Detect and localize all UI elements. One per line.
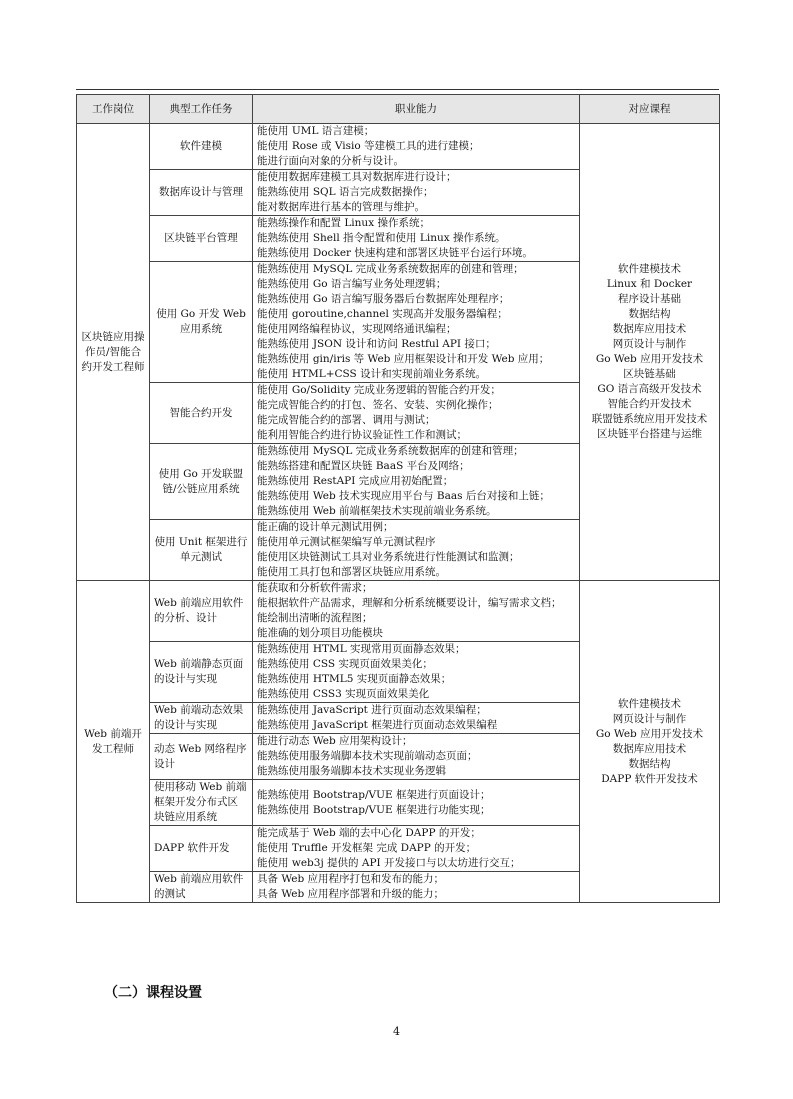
page-number: 4 bbox=[393, 1025, 400, 1038]
task-cell: Web 前端动态效果的设计与实现 bbox=[150, 703, 253, 734]
position-blockchain: 区块链应用操作员/智能合约开发工程师 bbox=[77, 124, 150, 581]
ability-cell bbox=[253, 124, 580, 170]
ability-item: 能熟练使用 MySQL 完成业务系统数据库的创建和管理； bbox=[257, 263, 524, 275]
ability-cell bbox=[253, 826, 580, 872]
task-cell: DAPP 软件开发 bbox=[150, 826, 253, 872]
ability-item: 能使用 Go/Solidity 完成业务逻辑的智能合约开发； bbox=[257, 384, 501, 396]
course-item: 程序设计基础 bbox=[618, 293, 681, 305]
ability-item: 能熟练使用 HTML 实现常用页面静态效果； bbox=[257, 643, 466, 655]
task-cell: 智能合约开发 bbox=[150, 383, 253, 444]
course-item: GO 语言高级开发技术 bbox=[597, 383, 702, 395]
task-cell: 使用移动 Web 前端框架开发分布式区块链应用系统 bbox=[150, 780, 253, 826]
ability-cell bbox=[253, 872, 580, 903]
ability-item: 能使用 UML 语言建模； bbox=[257, 125, 375, 137]
ability-item: 能熟练使用 JSON 设计和访问 Restful API 接口； bbox=[257, 338, 496, 350]
task-cell: 区块链平台管理 bbox=[150, 216, 253, 262]
section-heading: （二）课程设置 bbox=[104, 985, 202, 1001]
header-rule bbox=[76, 89, 719, 90]
ability-item: 能熟练使用 HTML5 实现页面静态效果； bbox=[257, 673, 452, 685]
task-cell: 软件建模 bbox=[150, 124, 253, 170]
ability-item: 能熟练使用 Web 前端框架技术实现前端业务系统。 bbox=[257, 505, 497, 517]
ability-item: 能进行面向对象的分析与设计。 bbox=[257, 155, 404, 167]
ability-item: 能熟练操作和配置 Linux 操作系统； bbox=[257, 217, 430, 229]
ability-item: 能完成智能合约的打包、签名、安装、实例化操作； bbox=[257, 399, 499, 411]
course-item: Go Web 应用开发技术 bbox=[595, 727, 704, 740]
ability-item: 能绘制出清晰的流程图； bbox=[257, 612, 373, 624]
ability-item: 能使用单元测试框架编写单元测试程序 bbox=[257, 536, 436, 548]
course-item: 数据结构 bbox=[628, 308, 671, 320]
course-item: 联盟链系统应用开发技术 bbox=[591, 413, 708, 425]
ability-item: 能获取和分析软件需求； bbox=[257, 582, 373, 594]
course-item: 数据结构 bbox=[628, 757, 671, 770]
task-cell: 动态 Web 网络程序设计 bbox=[150, 734, 253, 780]
table-row bbox=[77, 124, 720, 170]
ability-item: 能熟练使用 Docker 快速构建和部署区块链平台运行环境。 bbox=[257, 247, 533, 259]
ability-cell bbox=[253, 383, 580, 444]
course-item: 区块链基础 bbox=[623, 368, 676, 380]
ability-item: 能熟练使用服务端脚本技术实现业务逻辑 bbox=[257, 765, 446, 777]
ability-item: 能熟练使用 gin/iris 等 Web 应用框架设计和开发 Web 应用； bbox=[257, 353, 550, 365]
ability-item: 能熟练使用 SQL 语言完成数据操作； bbox=[257, 186, 434, 198]
ability-cell bbox=[253, 170, 580, 216]
ability-item: 能熟练使用 RestAPI 完成应用初始配置； bbox=[257, 475, 454, 487]
ability-item: 能使用 web3j 提供的 API 开发接口与以太坊进行交互； bbox=[257, 857, 521, 869]
ability-item: 能熟练使用 Go 语言编写业务处理逻辑； bbox=[257, 278, 447, 290]
course-list-blockchain bbox=[580, 124, 720, 581]
ability-item: 具备 Web 应用程序打包和发布的能力； bbox=[257, 873, 445, 885]
ability-item: 能熟练搭建和配置区块链 BaaS 平台及网络； bbox=[257, 460, 470, 472]
ability-item: 能正确的设计单元测试用例； bbox=[257, 521, 394, 533]
ability-cell bbox=[253, 581, 580, 642]
ability-item: 具备 Web 应用程序部署和升级的能力； bbox=[257, 888, 445, 900]
ability-item: 能准确的划分项目功能模块 bbox=[257, 627, 383, 639]
course-item: 区块链平台搭建与运维 bbox=[597, 428, 702, 440]
task-cell: 使用 Go 开发 Web 应用系统 bbox=[150, 262, 253, 383]
ability-item: 能使用 Truffle 开发框架 完成 DAPP 的开发； bbox=[257, 842, 477, 854]
course-list-web bbox=[580, 581, 720, 903]
position-web-frontend: Web 前端开发工程师 bbox=[77, 581, 150, 903]
header-task: 典型工作任务 bbox=[150, 95, 253, 124]
ability-item: 能熟练使用 MySQL 完成业务系统数据库的创建和管理； bbox=[257, 445, 524, 457]
ability-cell bbox=[253, 262, 580, 383]
table-header-row bbox=[77, 95, 720, 124]
ability-item: 能熟练使用服务端脚本技术实现前端动态页面； bbox=[257, 750, 478, 762]
task-cell: Web 前端应用软件的分析、设计 bbox=[150, 581, 253, 642]
ability-cell bbox=[253, 734, 580, 780]
ability-item: 能熟练使用 JavaScript 框架进行页面动态效果编程 bbox=[257, 719, 498, 731]
task-cell: 使用 Unit 框架进行单元测试 bbox=[150, 520, 253, 581]
header-ability: 职业能力 bbox=[253, 95, 580, 124]
ability-item: 能使用数据库建模工具对数据库进行设计； bbox=[257, 171, 457, 183]
ability-item: 能熟练使用 Web 技术实现应用平台与 Baas 后台对接和上链； bbox=[257, 490, 550, 502]
course-item: 网页设计与制作 bbox=[612, 338, 687, 350]
header-course: 对应课程 bbox=[580, 95, 720, 124]
header-position: 工作岗位 bbox=[77, 95, 150, 124]
ability-item: 能完成基于 Web 端的去中心化 DAPP 的开发； bbox=[257, 827, 481, 839]
course-item: 软件建模技术 bbox=[618, 697, 681, 710]
task-cell: 数据库设计与管理 bbox=[150, 170, 253, 216]
course-item: 网页设计与制作 bbox=[612, 712, 687, 725]
task-cell: Web 前端静态页面的设计与实现 bbox=[150, 642, 253, 703]
ability-cell bbox=[253, 444, 580, 520]
ability-item: 能熟练使用 Shell 指令配置和使用 Linux 操作系统。 bbox=[257, 232, 506, 244]
course-item: 智能合约开发技术 bbox=[607, 398, 692, 410]
ability-item: 能熟练使用 Bootstrap/VUE 框架进行页面设计； bbox=[257, 788, 491, 801]
ability-cell bbox=[253, 780, 580, 826]
ability-item: 能根据软件产品需求，理解和分析系统概要设计，编写需求文档； bbox=[257, 597, 562, 609]
course-item: Linux 和 Docker bbox=[606, 278, 693, 290]
ability-item: 能对数据库进行基本的管理与维护。 bbox=[257, 201, 425, 213]
ability-item: 能使用 Rose 或 Visio 等建模工具的进行建模； bbox=[257, 140, 480, 152]
ability-item: 能使用网络编程协议，实现网络通讯编程； bbox=[257, 323, 457, 335]
course-item: 数据库应用技术 bbox=[612, 742, 687, 755]
ability-item: 能熟练使用 Go 语言编写服务器后台数据库处理程序； bbox=[257, 293, 510, 305]
ability-item: 能完成智能合约的部署、调用与测试； bbox=[257, 414, 436, 426]
ability-item: 能使用区块链测试工具对业务系统进行性能测试和监测； bbox=[257, 551, 520, 563]
job-ability-table bbox=[76, 94, 720, 903]
ability-item: 能熟练使用 CSS3 实现页面效果美化 bbox=[257, 688, 430, 700]
ability-item: 能使用工具打包和部署区块链应用系统。 bbox=[257, 566, 446, 578]
course-item: DAPP 软件开发技术 bbox=[601, 772, 698, 785]
course-item: Go Web 应用开发技术 bbox=[595, 353, 704, 365]
ability-item: 能熟练使用 CSS 实现页面效果美化； bbox=[257, 658, 433, 670]
ability-cell bbox=[253, 216, 580, 262]
course-item: 软件建模技术 bbox=[618, 263, 681, 275]
ability-item: 能熟练使用 JavaScript 进行页面动态效果编程； bbox=[257, 704, 487, 716]
task-cell: 使用 Go 开发联盟链/公链应用系统 bbox=[150, 444, 253, 520]
task-cell: Web 前端应用软件的测试 bbox=[150, 872, 253, 903]
ability-item: 能使用 goroutine,channel 实现高并发服务器编程； bbox=[257, 308, 508, 320]
ability-item: 能进行动态 Web 应用架构设计； bbox=[257, 735, 413, 747]
table-row bbox=[77, 581, 720, 642]
ability-item: 能利用智能合约进行协议验证性工作和测试； bbox=[257, 429, 467, 441]
ability-cell bbox=[253, 703, 580, 734]
ability-cell bbox=[253, 642, 580, 703]
ability-item: 能使用 HTML+CSS 设计和实现前端业务系统。 bbox=[257, 368, 487, 380]
ability-cell bbox=[253, 520, 580, 581]
ability-item: 能熟练使用 Bootstrap/VUE 框架进行功能实现； bbox=[257, 803, 491, 816]
course-item: 数据库应用技术 bbox=[612, 323, 687, 335]
